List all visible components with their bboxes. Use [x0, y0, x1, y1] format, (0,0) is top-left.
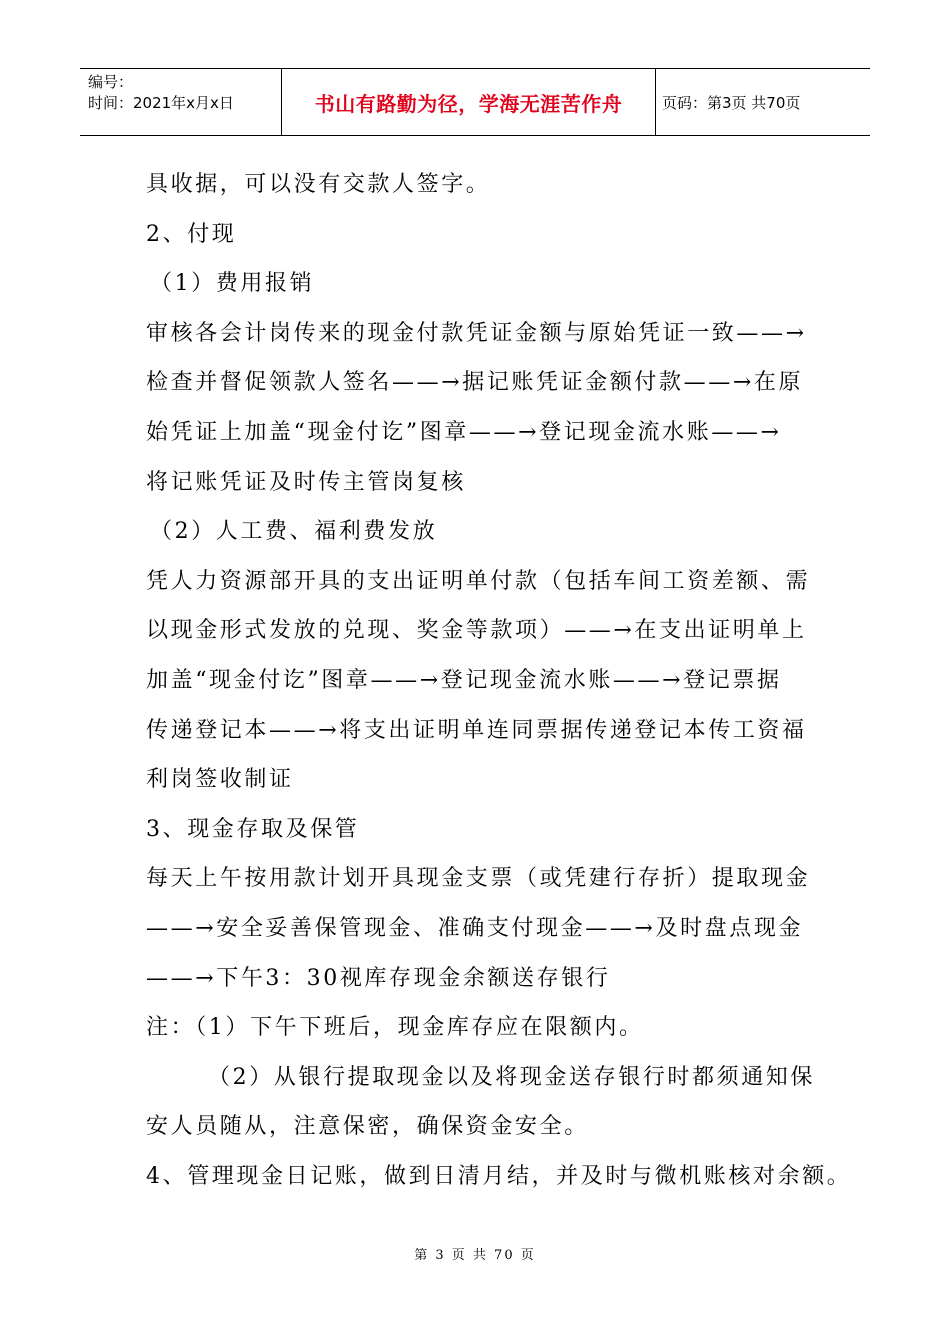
body-line: ——→下午3：30视库存现金余额送存银行 [146, 965, 611, 991]
body-line: 具收据，可以没有交款人签字。 [146, 172, 491, 197]
body-line: 始凭证上加盖“现金付讫”图章——→登记现金流水账——→ [146, 419, 782, 445]
header-page-info: 页码：第3页 共70页 [662, 93, 801, 112]
note-line: 安人员随从，注意保密，确保资金安全。 [146, 1114, 589, 1140]
section-heading: 2、付现 [146, 221, 237, 247]
section-heading: 3、现金存取及保管 [146, 816, 360, 842]
body-line: 以现金形式发放的兑现、奖金等款项）——→在支出证明单上 [146, 618, 807, 644]
header-meta [80, 69, 282, 135]
body-line: 加盖“现金付讫”图章——→登记现金流水账——→登记票据 [146, 667, 782, 693]
section-heading: 4、管理现金日记账，做到日清月结，并及时与微机账核对余额。 [146, 1163, 852, 1189]
body-line: 传递登记本——→将支出证明单连同票据传递登记本传工资福 [146, 717, 807, 743]
document-body [146, 160, 852, 1201]
body-line: ——→安全妥善保管现金、准确支付现金——→及时盘点现金 [146, 915, 804, 941]
page-footer: 第 3 页 共 70 页 [414, 1248, 536, 1263]
subsection-heading: （1）费用报销 [150, 271, 315, 297]
header-motto: 书山有路勤为径，学海无涯苦作舟 [282, 69, 656, 135]
note-line: 注：（1）下午下班后，现金库存应在限额内。 [146, 1015, 644, 1041]
page-header [80, 68, 870, 136]
body-line: 将记账凭证及时传主管岗复核 [146, 469, 466, 495]
body-line: 利岗签收制证 [146, 767, 294, 793]
body-line: 审核各会计岗传来的现金付款凭证金额与原始凭证一致——→ [146, 320, 807, 346]
body-line: 检查并督促领款人签名——→据记账凭证金额付款——→在原 [146, 370, 804, 396]
date-line: 时间：2021年x月x日 [88, 94, 234, 112]
note-line: （2）从银行提取现金以及将现金送存银行时都须通知保 [208, 1064, 815, 1090]
number-label: 编号： [88, 73, 134, 91]
body-line: 凭人力资源部开具的支出证明单付款（包括车间工资差额、需 [146, 568, 811, 594]
subsection-heading: （2）人工费、福利费发放 [150, 519, 438, 545]
body-line: 每天上午按用款计划开具现金支票（或凭建行存折）提取现金 [146, 866, 811, 892]
